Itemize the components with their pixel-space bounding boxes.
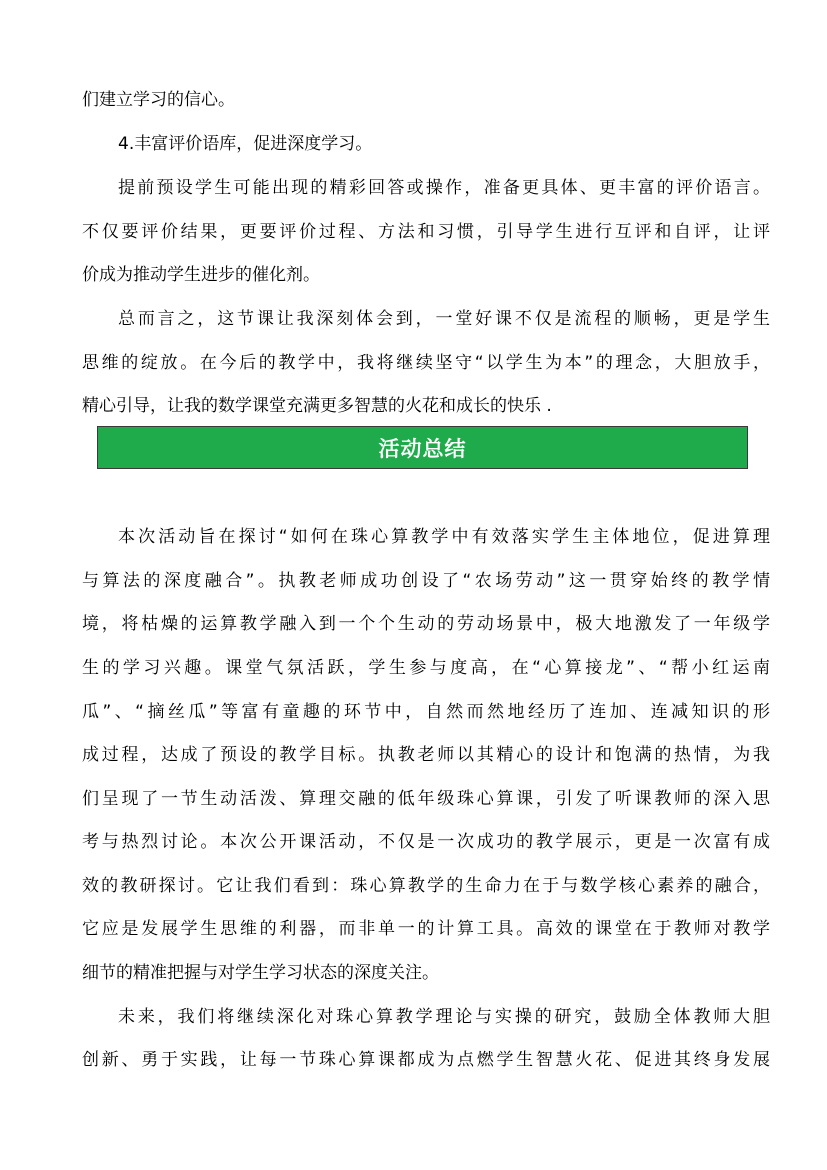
text-line: 们建立学习的信心。	[82, 90, 235, 110]
text-line: 们呈现了一节生动活泼、算理交融的低年级珠心算课，引发了听课教师的深入思	[82, 789, 770, 809]
text-line: 成过程，达成了预设的教学目标。执教老师以其精心的设计和饱满的热情，为我	[82, 745, 770, 765]
text-line: 效的教研探讨。它让我们看到：珠心算教学的生命力在于与数学核心素养的融合，	[82, 876, 770, 896]
text-line: 总而言之，这节课让我深刻体会到，一堂好课不仅是流程的顺畅，更是学生	[118, 309, 770, 329]
text-line: 考与热烈讨论。本次公开课活动，不仅是一次成功的教学展示，更是一次富有成	[82, 832, 770, 852]
text-line: 境，将枯燥的运算教学融入到一个个生动的劳动场景中，极大地激发了一年级学	[82, 614, 770, 634]
text-line: 未来，我们将继续深化对珠心算教学理论与实操的研究，鼓励全体教师大胆	[118, 1007, 770, 1027]
text-line: 细节的精准把握与对学生学习状态的深度关注。	[82, 963, 439, 983]
text-line: 思维的绽放。在今后的教学中，我将继续坚守“以学生为本”的理念，大胆放手，	[82, 353, 770, 373]
text-line: 创新、勇于实践，让每一节珠心算课都成为点燃学生智慧火花、促进其终身发展	[82, 1050, 770, 1070]
text-line: 它应是发展学生思维的利器，而非单一的计算工具。高效的课堂在于教师对教学	[82, 919, 770, 939]
text-line: 精心引导，让我的数学课堂充满更多智慧的火花和成长的快乐 .	[82, 396, 552, 416]
text-line: 不仅要评价结果，更要评价过程、方法和习惯，引导学生进行互评和自评，让评	[82, 222, 770, 242]
text-line: 与算法的深度融合”。执教老师成功创设了“农场劳动”这一贯穿始终的教学情	[82, 571, 770, 591]
banner-title: 活动总结	[378, 436, 467, 461]
text-line: 价成为推动学生进步的催化剂。	[82, 265, 320, 285]
text-line: 提前预设学生可能出现的精彩回答或操作，准备更具体、更丰富的评价语言。	[118, 178, 770, 198]
text-line: 本次活动旨在探讨“如何在珠心算教学中有效落实学生主体地位，促进算理	[118, 527, 770, 547]
text-line: 瓜”、“摘丝瓜”等富有童趣的环节中，自然而然地经历了连加、连减知识的形	[82, 702, 770, 722]
section-heading-4: 4.丰富评价语库，促进深度学习。	[118, 134, 373, 154]
text-line: 生的学习兴趣。课堂气氛活跃，学生参与度高，在“心算接龙”、“帮小红运南	[82, 658, 770, 678]
section-banner	[97, 426, 748, 469]
